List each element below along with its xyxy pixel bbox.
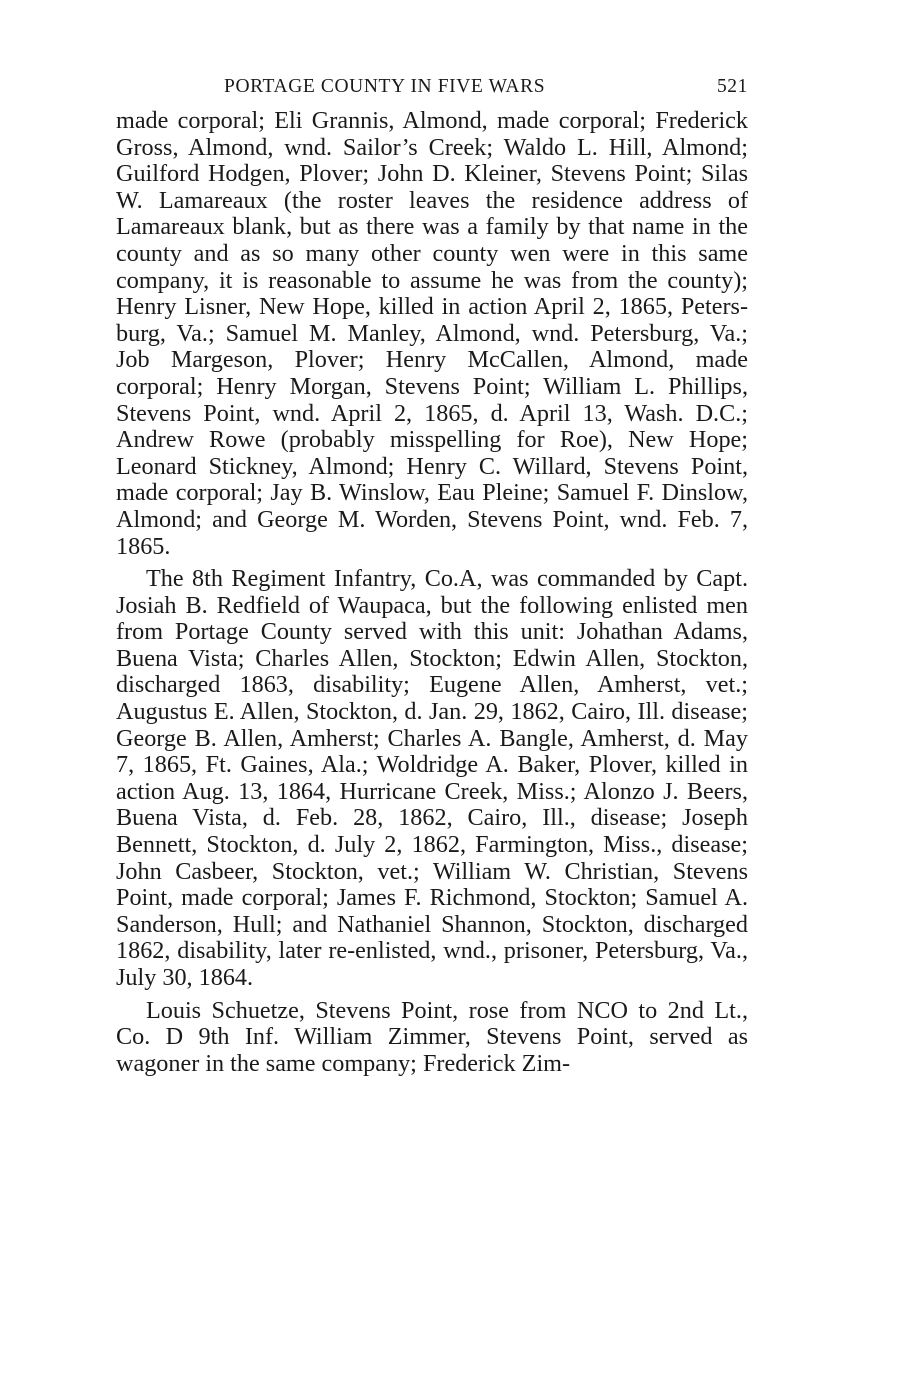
book-page [116,74,748,1077]
running-title: PORTAGE COUNTY IN FIVE WARS [224,76,546,97]
body-text [116,108,748,1077]
paragraph-continued: made corporal; Eli Grannis, Almond, made corporal; Frederick Gross, Almond, wnd. Sailor’s Creek; Waldo L. Hill, Almond; Guilford Hodgen, Plover; John D. Kleiner, Stevens Point; Silas W. Lamareaux (the roster leaves the residence address of Lamareaux blank, but as there was a family by that name in the county and as so many other county wen were in this same company, it is reasonable to assume he was from the county); Henry Lisner, New Hope, killed in action April 2, 1865, Petersburg, Va.; Samuel M. Manley, Almond, wnd. Petersburg, Va.; Job Margeson, Plover; Henry McCallen, Almond, made corporal; Henry Morgan, Stevens Point; William L. Phillips, Stevens Point, wnd. April 2, 1865, d. April 13, Wash. D.C.; Andrew Rowe (probably misspelling for Roe), New Hope; Leonard Stickney, Almond; Henry C. Willard, Stevens Point, made corporal; Jay B. Winslow, Eau Pleine; Samuel F. Dinslow, Almond; and George M. Worden, Stevens Point, wnd. Feb. 7, 1865. [116,107,748,560]
paragraph-louis-schuetze: Louis Schuetze, Stevens Point, rose from NCO to 2nd Lt., Co. D 9th Inf. William Zimmer, Stevens Point, served as wagoner in the same company; Frederick Zim- [116,996,748,1077]
running-header [116,74,748,108]
page-number: 521 [716,76,748,97]
paragraph-8th-regiment: The 8th Regiment Infantry, Co.A, was commanded by Capt. Josiah B. Redfield of Waupaca, but the following enlisted men from Portage County served with this unit: Johathan Adams, Buena Vista; Charles Allen, Stockton; Edwin Allen, Stockton, discharged 1863, disability; Eugene Allen, Amherst, vet.; Augustus E. Allen, Stockton, d. Jan. 29, 1862, Cairo, Ill. disease; George B. Allen, Amherst; Charles A. Bangle, Amherst, d. May 7, 1865, Ft. Gaines, Ala.; Woldridge A. Baker, Plover, killed in action Aug. 13, 1864, Hurricane Creek, Miss.; Alonzo J. Beers, Buena Vista, d. Feb. 28, 1862, Cairo, Ill., disease; Joseph Bennett, Stockton, d. July 2, 1862, Farmington, Miss., disease; John Casbeer, Stockton, vet.; William W. Christian, Stevens Point, made corporal; James F. Richmond, Stockton; Samuel A. Sanderson, Hull; and Nathaniel Shannon, Stockton, discharged 1862, disability, later re-enlisted, wnd., prisoner, Petersburg, Va., July 30, 1864. [116,565,748,991]
